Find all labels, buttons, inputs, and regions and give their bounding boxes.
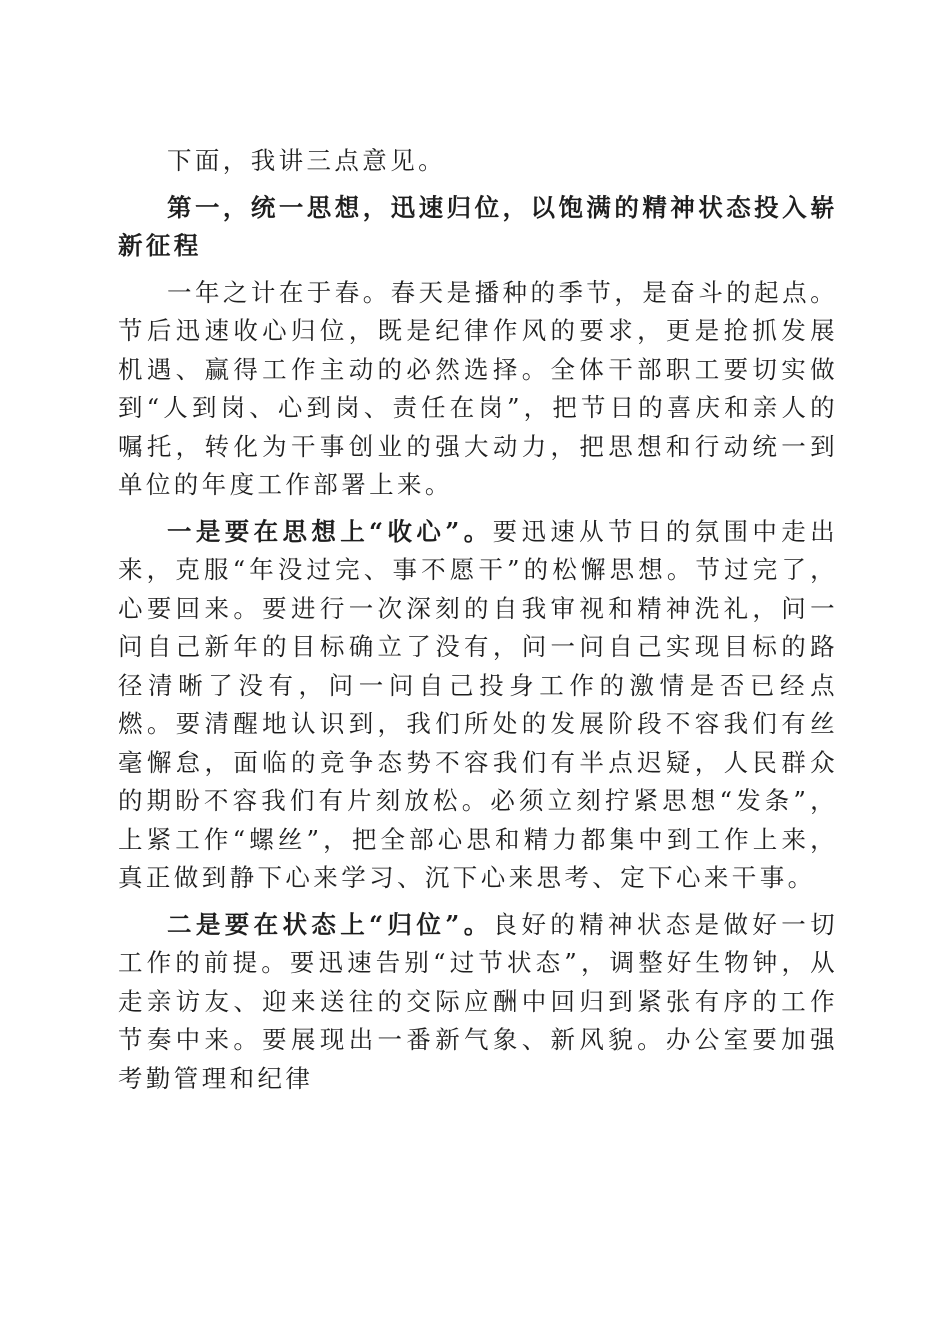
point-2-text: 良好的精神状态是做好一切工作的前提。要迅速告别“过节状态”，调整好生物钟，从走亲访友、迎来送往的交际应酬中回归到紧张有序的工作节奏中来。要展现出一番新气象、新风貌。办公室要加强考勤管理和纪律 bbox=[118, 909, 838, 1093]
paragraph-intro: 下面，我讲三点意见。 bbox=[167, 146, 446, 175]
paragraph-point-2 bbox=[118, 906, 838, 1099]
point-1-lead: 一是要在思想上“收心”。 bbox=[167, 516, 493, 546]
point-2-lead: 二是要在状态上“归位”。 bbox=[167, 909, 493, 939]
paragraph-point-1 bbox=[118, 513, 838, 898]
paragraph-body: 一年之计在于春。春天是播种的季节，是奋斗的起点。节后迅速收心归位，既是纪律作风的要求，更是抢抓发展机遇、赢得工作主动的必然选择。全体干部职工要切实做到“人到岗、心到岗、责任在岗”，把节日的喜庆和亲人的嘱托，转化为干事创业的强大动力，把思想和行动统一到单位的年度工作部署上来。 bbox=[118, 277, 838, 499]
point-1-text: 要迅速从节日的氛围中走出来，克服“年没过完、事不愿干”的松懈思想。节过完了，心要回来。要进行一次深刻的自我审视和精神洗礼，问一问自己新年的目标确立了没有，问一问自己实现目标的路径清晰了没有，问一问自己投身工作的激情是否已经点燃。要清醒地认识到，我们所处的发展阶段不容我们有丝毫懈怠，面临的竞争态势不容我们有半点迟疑，人民群众的期盼不容我们有片刻放松。必须立刻拧紧思想“发条”，上紧工作“螺丝”，把全部心思和精力都集中到工作上来，真正做到静下心来学习、沉下心来思考、定下心来干事。 bbox=[118, 516, 838, 892]
document-body bbox=[118, 142, 838, 1106]
section-heading-1: 第一，统一思想，迅速归位，以饱满的精神状态投入崭新征程 bbox=[118, 192, 838, 260]
